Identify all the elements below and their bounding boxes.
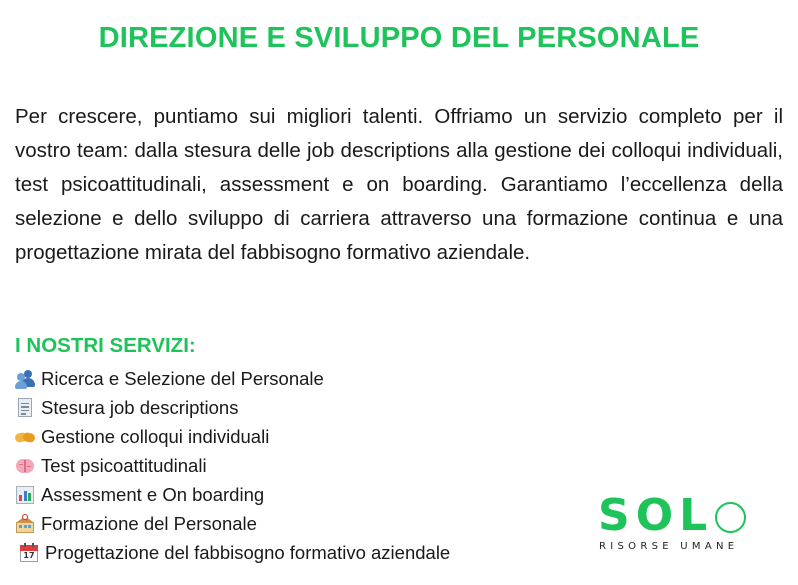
brain-icon bbox=[15, 456, 35, 476]
document-icon bbox=[15, 398, 35, 418]
intro-paragraph: Per crescere, puntiamo sui migliori talenti. Offriamo un servizio completo per il vostro team: dalla stesura delle job descriptions alla gestione dei colloqui individuali, test psicoattitudinali, assessment e on boarding. Garantiamo l’eccellenza della selezione e dello sviluppo di carriera attraverso una formazione continua e una progettazione mirata del fabbisogno formativo aziendale. bbox=[15, 105, 783, 264]
school-icon bbox=[15, 514, 35, 534]
bar-chart-icon bbox=[15, 485, 35, 505]
handshake-icon bbox=[15, 427, 35, 447]
service-item-assessment bbox=[15, 480, 450, 509]
calendar-day: 17 bbox=[23, 550, 35, 560]
services-list bbox=[15, 364, 450, 567]
calendar-icon bbox=[19, 543, 39, 563]
page-title: DIREZIONE E SVILUPPO DEL PERSONALE bbox=[98, 22, 700, 54]
service-label: Formazione del Personale bbox=[41, 512, 257, 534]
service-item-formazione bbox=[15, 509, 450, 538]
logo-word: SOL bbox=[598, 490, 714, 541]
service-item-colloqui bbox=[15, 422, 450, 451]
service-item-test bbox=[15, 451, 450, 480]
service-label: Assessment e On boarding bbox=[41, 483, 265, 505]
service-item-job-descriptions bbox=[15, 393, 450, 422]
logo-subtitle: RISORSE UMANE bbox=[599, 541, 739, 552]
service-label: Ricerca e Selezione del Personale bbox=[41, 367, 324, 389]
services-heading: I NOSTRI SERVIZI: bbox=[15, 334, 196, 357]
service-item-fabbisogno bbox=[15, 538, 450, 567]
service-label: Progettazione del fabbisogno formativo aziendale bbox=[45, 541, 451, 563]
service-item-ricerca-selezione bbox=[15, 364, 450, 393]
logo-wordmark bbox=[598, 490, 746, 541]
service-label: Test psicoattitudinali bbox=[41, 454, 207, 476]
service-label: Stesura job descriptions bbox=[41, 396, 239, 418]
people-icon bbox=[15, 369, 35, 389]
solo-logo bbox=[598, 490, 760, 558]
service-label: Gestione colloqui individuali bbox=[41, 425, 270, 447]
logo-circle-icon bbox=[715, 502, 746, 533]
